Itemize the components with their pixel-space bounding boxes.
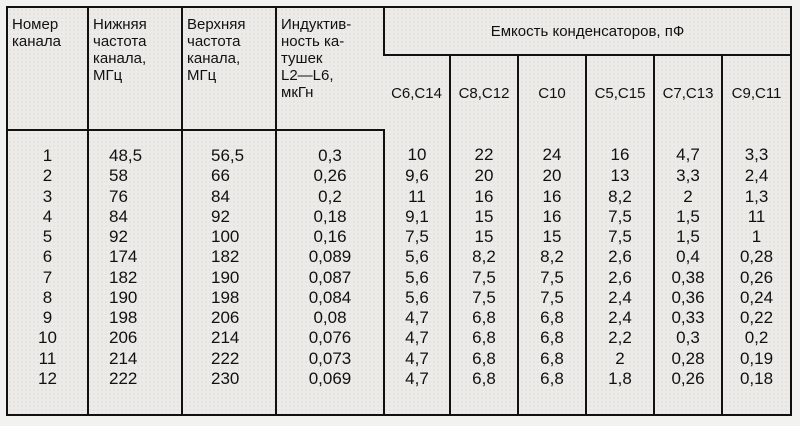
table-cell: 0,33: [654, 308, 722, 328]
header-capacitance-group: Емкость конденсаторов, пФ: [384, 8, 790, 55]
table-cell: 174: [88, 247, 182, 267]
table-cell: 6,8: [518, 348, 586, 368]
table-cell: 7,5: [586, 227, 654, 247]
header-channel-text: Номер канала: [12, 16, 61, 50]
table-cell: 58: [88, 166, 182, 186]
table-cell: 0,24: [722, 288, 790, 308]
table-cell: 8,2: [518, 247, 586, 267]
table-cell: 6,8: [518, 308, 586, 328]
table-cell: 5,6: [384, 288, 450, 308]
table-cell: 16: [586, 130, 654, 166]
table-cell: 4: [42, 206, 53, 226]
header-channel: [8, 8, 88, 130]
table-cell: 1: [42, 145, 53, 165]
table-body: [8, 130, 790, 414]
table-cell: 0,26: [276, 166, 384, 186]
table-cell: 0,19: [722, 348, 790, 368]
table-cell: 190: [88, 288, 182, 308]
table-row: [8, 206, 790, 226]
table-cell: 15: [450, 206, 518, 226]
table-cell: 0,08: [276, 308, 384, 328]
table-cell: 222: [182, 348, 276, 368]
header-cap-1: C8,C12: [450, 55, 518, 130]
table-row: [8, 186, 790, 206]
table-cell: 12: [38, 368, 57, 388]
table-cell: 4,7: [384, 328, 450, 348]
table-cell: 20: [518, 166, 586, 186]
table-cell: 20: [450, 166, 518, 186]
table-cell: 2,6: [586, 267, 654, 287]
table-cell: 15: [518, 227, 586, 247]
table-cell: 0,076: [276, 328, 384, 348]
header-low-freq: [88, 8, 182, 130]
table-row: [8, 227, 790, 247]
table-cell: 5,6: [384, 247, 450, 267]
table-cell: 214: [88, 348, 182, 368]
table-row: [8, 308, 790, 328]
table-cell: 5,6: [384, 267, 450, 287]
table-cell: 198: [182, 288, 276, 308]
table-cell: 0,28: [654, 348, 722, 368]
table-row: [8, 328, 790, 348]
header-high-freq-text: Верхняя частота канала, МГц: [187, 16, 246, 84]
table-cell: 7,5: [384, 227, 450, 247]
table-cell: 2: [654, 186, 722, 206]
table-cell: 2,4: [586, 308, 654, 328]
table-frame: [6, 6, 792, 416]
table-cell: 5: [42, 227, 53, 247]
table-cell: 11: [384, 186, 450, 206]
table-cell: 7,5: [450, 288, 518, 308]
table-cell: 16: [450, 186, 518, 206]
table-cell: 0,3: [654, 328, 722, 348]
table-cell: 8,2: [450, 247, 518, 267]
header-cap-2: C10: [518, 55, 586, 130]
table-cell: 2,6: [586, 247, 654, 267]
table-cell: 0,36: [654, 288, 722, 308]
table-cell: 0,16: [276, 227, 384, 247]
table-row: [8, 247, 790, 267]
header-low-freq-text: Нижняя частота канала, МГц: [93, 16, 147, 84]
table-cell: 66: [182, 166, 276, 186]
table-cell: 2: [586, 348, 654, 368]
table-cell: 6: [42, 247, 53, 267]
table-cell: 11: [722, 206, 790, 226]
table-cell: 56,5: [182, 130, 276, 166]
table-cell: 0,26: [654, 369, 722, 414]
table-cell: 6,8: [450, 308, 518, 328]
table-cell: 0,2: [276, 186, 384, 206]
table-cell: 0,18: [722, 369, 790, 414]
table-cell: 3,3: [654, 166, 722, 186]
table-cell: 3,3: [722, 130, 790, 166]
table-cell: 206: [88, 328, 182, 348]
table-cell: 22: [450, 130, 518, 166]
table-cell: 1,5: [654, 227, 722, 247]
table-cell: 9,6: [384, 166, 450, 186]
table-cell: 0,084: [276, 288, 384, 308]
table-cell: 16: [518, 206, 586, 226]
table-cell: 7,5: [450, 267, 518, 287]
table-cell: 1: [722, 227, 790, 247]
table-row: [8, 288, 790, 308]
header-inductance-text: Индуктив- ность ка- тушек L2—L6, мкГн: [281, 16, 352, 101]
table-cell: 0,2: [722, 328, 790, 348]
table-cell: 0,069: [276, 369, 384, 414]
table-row: [8, 166, 790, 186]
table-cell: 8: [42, 287, 53, 307]
table-cell: 6,8: [450, 369, 518, 414]
table-cell: 84: [182, 186, 276, 206]
table-cell: 222: [88, 369, 182, 414]
table-cell: 4,7: [654, 130, 722, 166]
table-cell: 7,5: [518, 267, 586, 287]
table-cell: 0,38: [654, 267, 722, 287]
table-cell: 198: [88, 308, 182, 328]
table-cell: 9,1: [384, 206, 450, 226]
table-cell: 0,4: [654, 247, 722, 267]
table-cell: 206: [182, 308, 276, 328]
table-cell: 6,8: [518, 369, 586, 414]
table-cell: 6,8: [450, 328, 518, 348]
table-row: [8, 369, 790, 414]
header-high-freq: [182, 8, 276, 130]
header-cap-4: C7,C13: [654, 55, 722, 130]
table-cell: 92: [182, 206, 276, 226]
table-cell: 9: [42, 308, 53, 328]
table-cell: 0,26: [722, 267, 790, 287]
table-cell: 0,28: [722, 247, 790, 267]
table-cell: 48,5: [88, 130, 182, 166]
table-row: [8, 130, 790, 166]
table-cell: 84: [88, 206, 182, 226]
table-cell: 100: [182, 227, 276, 247]
table-cell: 0,087: [276, 267, 384, 287]
table-cell: 0,18: [276, 206, 384, 226]
table-cell: 10: [384, 130, 450, 166]
table-cell: 2: [42, 166, 53, 186]
table-cell: 13: [586, 166, 654, 186]
table-cell: 6,8: [450, 348, 518, 368]
table-cell: 2,2: [586, 328, 654, 348]
table-cell: 2,4: [586, 288, 654, 308]
channel-table: [8, 8, 790, 414]
table-cell: 76: [88, 186, 182, 206]
table-cell: 4,7: [384, 308, 450, 328]
table-cell: 6,8: [518, 328, 586, 348]
table-cell: 190: [182, 267, 276, 287]
header-inductance: [276, 8, 384, 130]
table-cell: 0,3: [276, 130, 384, 166]
table-cell: 0,073: [276, 348, 384, 368]
table-cell: 3: [42, 186, 53, 206]
header-cap-5: C9,C11: [722, 55, 790, 130]
header-cap-0: C6,C14: [391, 84, 442, 102]
table-cell: 24: [518, 130, 586, 166]
table-cell: 92: [88, 227, 182, 247]
table-cell: 15: [450, 227, 518, 247]
header-cap-3: C5,C15: [586, 55, 654, 130]
table-cell: 7: [42, 267, 53, 287]
table-cell: 11: [38, 348, 57, 368]
table-row: [8, 267, 790, 287]
table-cell: 4,7: [384, 369, 450, 414]
table-cell: 1,5: [654, 206, 722, 226]
table-cell: 214: [182, 328, 276, 348]
table-cell: 0,22: [722, 308, 790, 328]
table-cell: 16: [518, 186, 586, 206]
table-cell: 1,3: [722, 186, 790, 206]
table-cell: 10: [38, 328, 57, 348]
table-row: [8, 348, 790, 368]
table-cell: 2,4: [722, 166, 790, 186]
table-cell: 7,5: [518, 288, 586, 308]
table-cell: 230: [182, 369, 276, 414]
table-cell: 8,2: [586, 186, 654, 206]
table-cell: 0,089: [276, 247, 384, 267]
table-cell: 182: [182, 247, 276, 267]
table-cell: 1,8: [586, 369, 654, 414]
table-cell: 7,5: [586, 206, 654, 226]
table-cell: 4,7: [384, 348, 450, 368]
table-cell: 182: [88, 267, 182, 287]
